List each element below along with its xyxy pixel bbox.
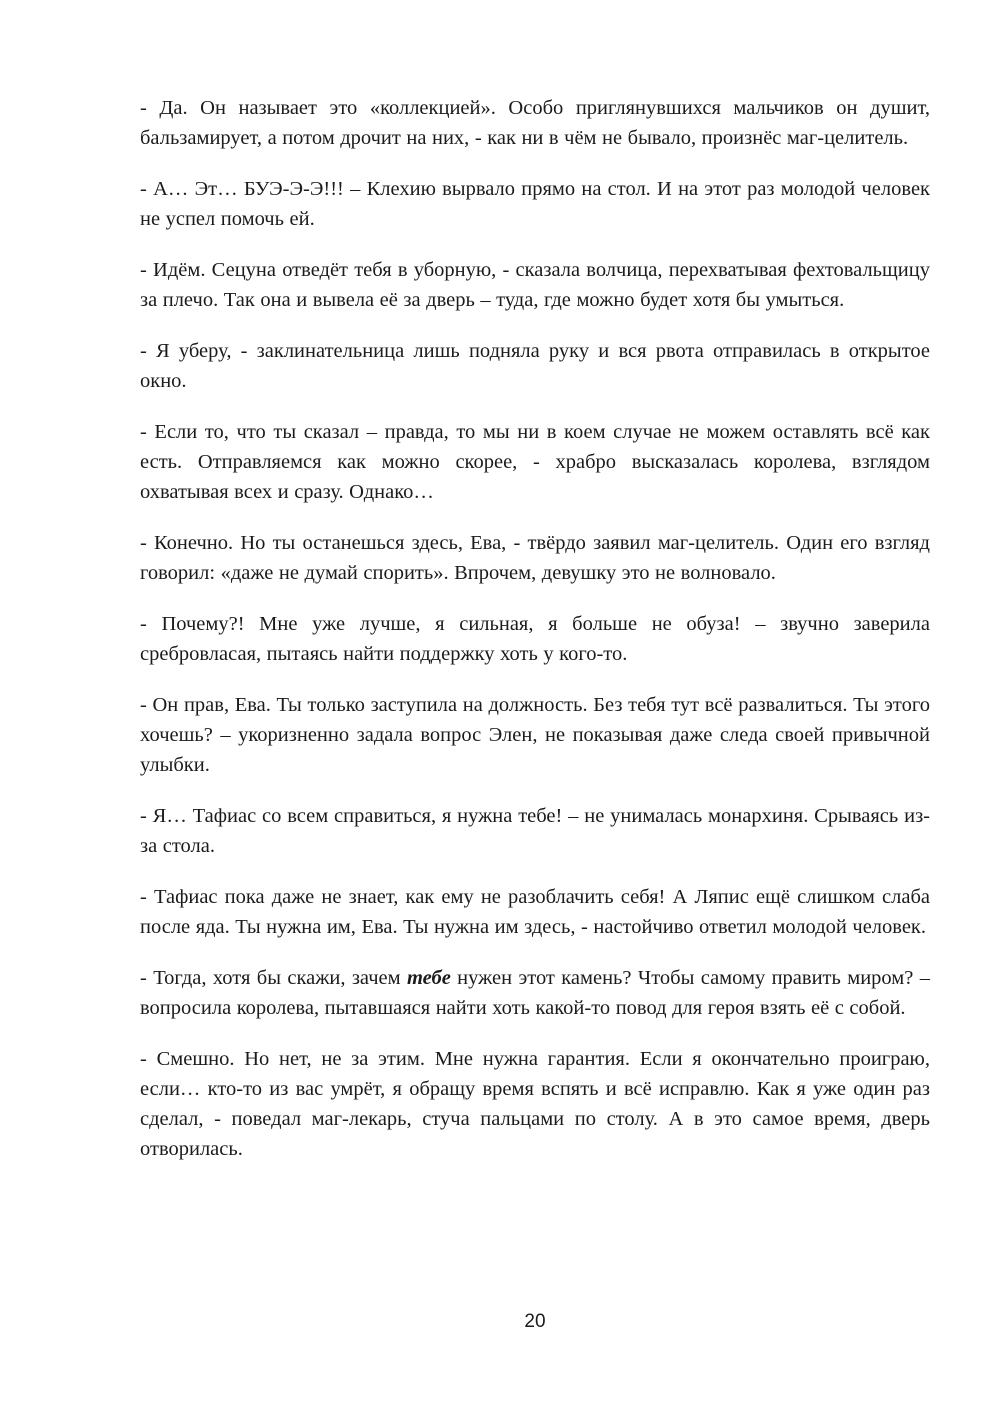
paragraph: - Смешно. Но нет, не за этим. Мне нужна гарантия. Если я окончательно проиграю, если… кто-то из вас умрёт, я обращу время вспять и всё исправлю. Как я уже один раз сделал, - поведал маг-лекарь, стуча пальцами по столу. А в это самое время, дверь отворилась.	[140, 1048, 930, 1160]
paragraph: - Он прав, Ева. Ты только заступила на должность. Без тебя тут всё развалиться. Ты этого хочешь? – укоризненно задала вопрос Элен, не показывая даже следа своей привычной улыбки.	[140, 694, 930, 776]
paragraph: - Почему?! Мне уже лучше, я сильная, я больше не обуза! – звучно заверила сребровласая, пытаясь найти поддержку хоть у кого-то.	[140, 613, 930, 665]
paragraph: - А… Эт… БУЭ-Э-Э!!! – Клехию вырвало прямо на стол. И на этот раз молодой человек не успел помочь ей.	[140, 178, 930, 230]
page-number: 20	[524, 1311, 546, 1332]
paragraph: - Тафиас пока даже не знает, как ему не разоблачить себя! А Ляпис ещё слишком слаба после яда. Ты нужна им, Ева. Ты нужна им здесь, - настойчиво ответил молодой человек.	[140, 886, 930, 938]
paragraph-text: нужен этот камень? Чтобы самому править миром? – вопросила королева, пытавшаяся найти хоть какой-то повод для героя взять её с собой.	[140, 967, 930, 1019]
paragraph: - Если то, что ты сказал – правда, то мы ни в коем случае не можем оставлять всё как есть. Отправляемся как можно скорее, - храбро высказалась королева, взглядом охватывая всех и сразу. Однако…	[140, 421, 930, 503]
paragraph: - Идём. Сецуна отведёт тебя в уборную, - сказала волчица, перехватывая фехтовальщицу за плечо. Так она и вывела её за дверь – туда, где можно будет хотя бы умыться.	[140, 259, 930, 311]
paragraph	[140, 963, 930, 1023]
paragraph: - Конечно. Но ты останешься здесь, Ева, - твёрдо заявил маг-целитель. Один его взгляд говорил: «даже не думай спорить». Впрочем, девушку это не волновало.	[140, 532, 930, 584]
paragraph: - Я уберу, - заклинательница лишь подняла руку и вся рвота отправилась в открытое окно.	[140, 340, 930, 392]
paragraph: - Я… Тафиас со всем справиться, я нужна тебе! – не унималась монархиня. Срываясь из-за стола.	[140, 805, 930, 857]
paragraph-text: - Тогда, хотя бы скажи, зачем	[140, 967, 407, 989]
text-block	[140, 93, 930, 1185]
emphasized-word: тебе	[406, 967, 451, 989]
paragraph: - Да. Он называет это «коллекцией». Особо приглянувшихся мальчиков он душит, бальзамирует, а потом дрочит на них, - как ни в чём не бывало, произнёс маг-целитель.	[140, 97, 930, 149]
